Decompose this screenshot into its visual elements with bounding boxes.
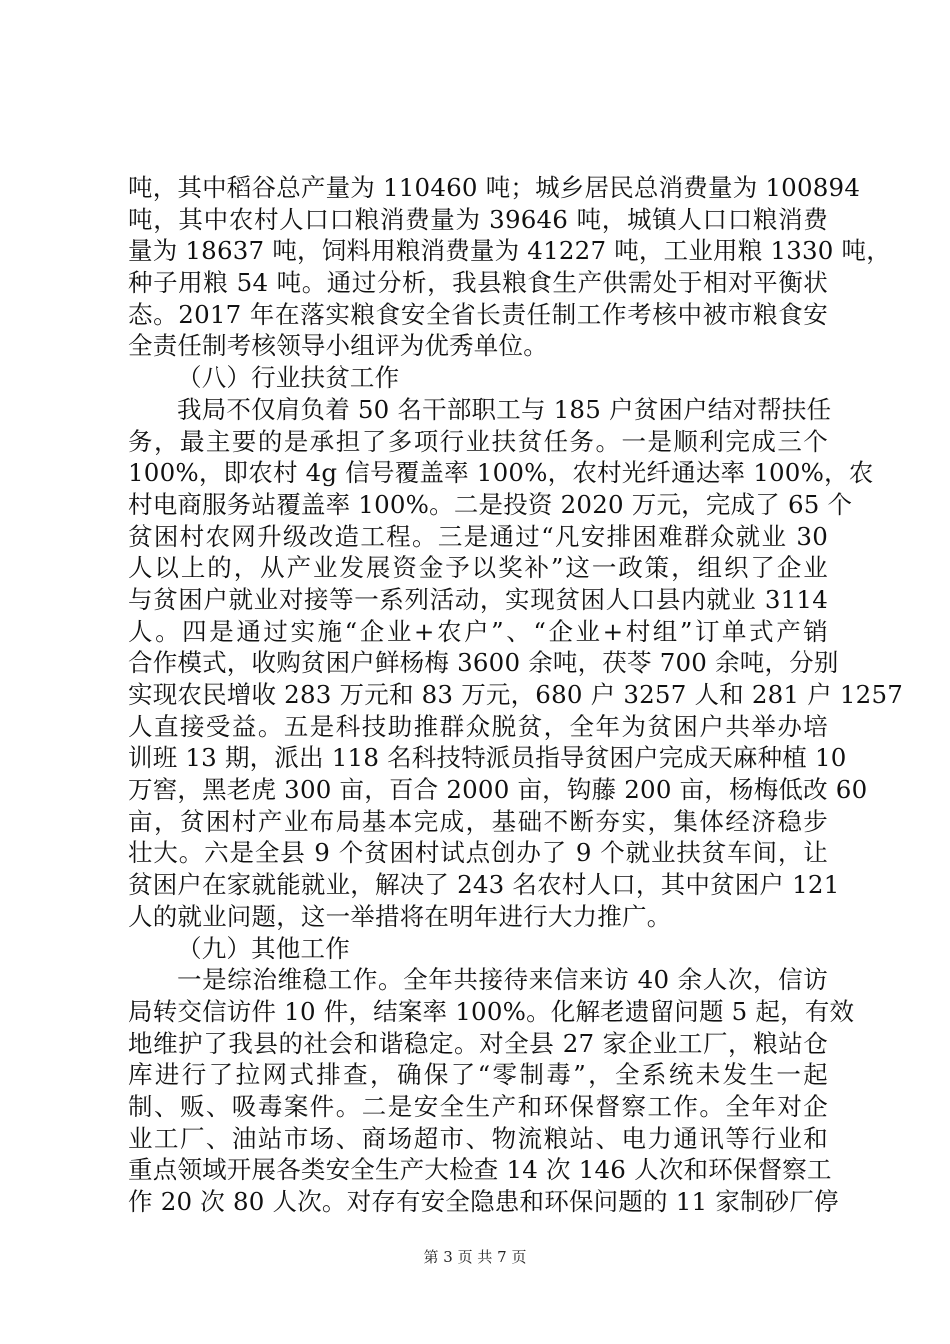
text-line: 亩，贫困村产业布局基本完成，基础不断夯实，集体经济稳步: [128, 806, 828, 836]
text-line: 实现农民增收 283 万元和 83 万元，680 户 3257 人和 281 户 1257: [128, 680, 904, 709]
text-line: 村电商服务站覆盖率 100%。二是投资 2020 万元，完成了 65 个: [128, 489, 853, 519]
text-line: 作 20 次 80 人次。对存有安全隐患和环保问题的 11 家制砂厂停: [128, 1187, 839, 1216]
text-line: 与贫困户就业对接等一系列活动，实现贫困人口县内就业 3114: [128, 584, 828, 614]
text-line: 量为 18637 吨，饲料用粮消费量为 41227 吨，工业用粮 1330 吨，: [128, 236, 891, 266]
text-line: 吨，其中稻谷总产量为 110460 吨；城乡居民总消费量为 100894: [128, 173, 861, 202]
text-line: 我局不仅肩负着 50 名干部职工与 185 户贫困户结对帮扶任: [177, 394, 832, 424]
text-line: 人。四是通过实施“企业+农户”、“企业+村组”订单式产销: [128, 616, 828, 646]
text-line: 训班 13 期，派出 118 名科技特派员指导贫困户完成天麻种植 10: [128, 743, 847, 773]
text-line: 制、贩、吸毒案件。二是安全生产和环保督察工作。全年对企: [128, 1091, 828, 1121]
text-line: 人直接受益。五是科技助推群众脱贫，全年为贫困户共举办培: [128, 711, 828, 741]
text-line: 100%，即农村 4g 信号覆盖率 100%，农村光纤通达率 100%，农: [128, 458, 874, 488]
text-line: 人的就业问题，这一举措将在明年进行大力推广。: [128, 901, 672, 931]
text-line: 全责任制考核领导小组评为优秀单位。: [128, 331, 548, 361]
text-line: 地维护了我县的社会和谐稳定。对全县 27 家企业工厂，粮站仓: [128, 1028, 828, 1058]
text-line: 一是综治维稳工作。全年共接待来信来访 40 余人次，信访: [177, 965, 828, 995]
text-line: 业工厂、油站市场、商场超市、物流粮站、电力通讯等行业和: [128, 1123, 828, 1153]
text-line: 态。2017 年在落实粮食安全省长责任制工作考核中被市粮食安: [128, 299, 828, 329]
text-line: 务，最主要的是承担了多项行业扶贫任务。一是顺利完成三个: [128, 426, 828, 456]
text-line: 人以上的，从产业发展资金予以奖补”这一政策，组织了企业: [128, 553, 828, 583]
text-line: 吨，其中农村人口口粮消费量为 39646 吨，城镇人口口粮消费: [128, 204, 828, 234]
page-number-footer: 第 3 页 共 7 页: [423, 1248, 527, 1266]
text-line: 壮大。六是全县 9 个贫困村试点创办了 9 个就业扶贫车间，让: [128, 838, 828, 868]
document-body: [128, 172, 904, 1218]
text-line: 万窖，黑老虎 300 亩，百合 2000 亩，钩藤 200 亩，杨梅低改 60: [128, 775, 868, 805]
section-heading: （八）行业扶贫工作: [177, 363, 400, 393]
section-heading: （九）其他工作: [177, 933, 350, 963]
text-line: 局转交信访件 10 件，结案率 100%。化解老遗留问题 5 起，有效: [128, 996, 855, 1026]
text-line: 种子用粮 54 吨。通过分析，我县粮食生产供需处于相对平衡状: [128, 268, 828, 298]
text-line: 贫困村农网升级改造工程。三是通过“凡安排困难群众就业 30: [128, 521, 828, 551]
text-line: 库进行了拉网式排查，确保了“零制毒”，全系统未发生一起: [128, 1060, 828, 1090]
text-line: 贫困户在家就能就业，解决了 243 名农村人口，其中贫困户 121: [128, 870, 840, 900]
text-line: 合作模式，收购贫困户鲜杨梅 3600 余吨，茯苓 700 余吨，分别: [128, 648, 839, 678]
text-line: 重点领域开展各类安全生产大检查 14 次 146 人次和环保督察工: [128, 1155, 832, 1185]
